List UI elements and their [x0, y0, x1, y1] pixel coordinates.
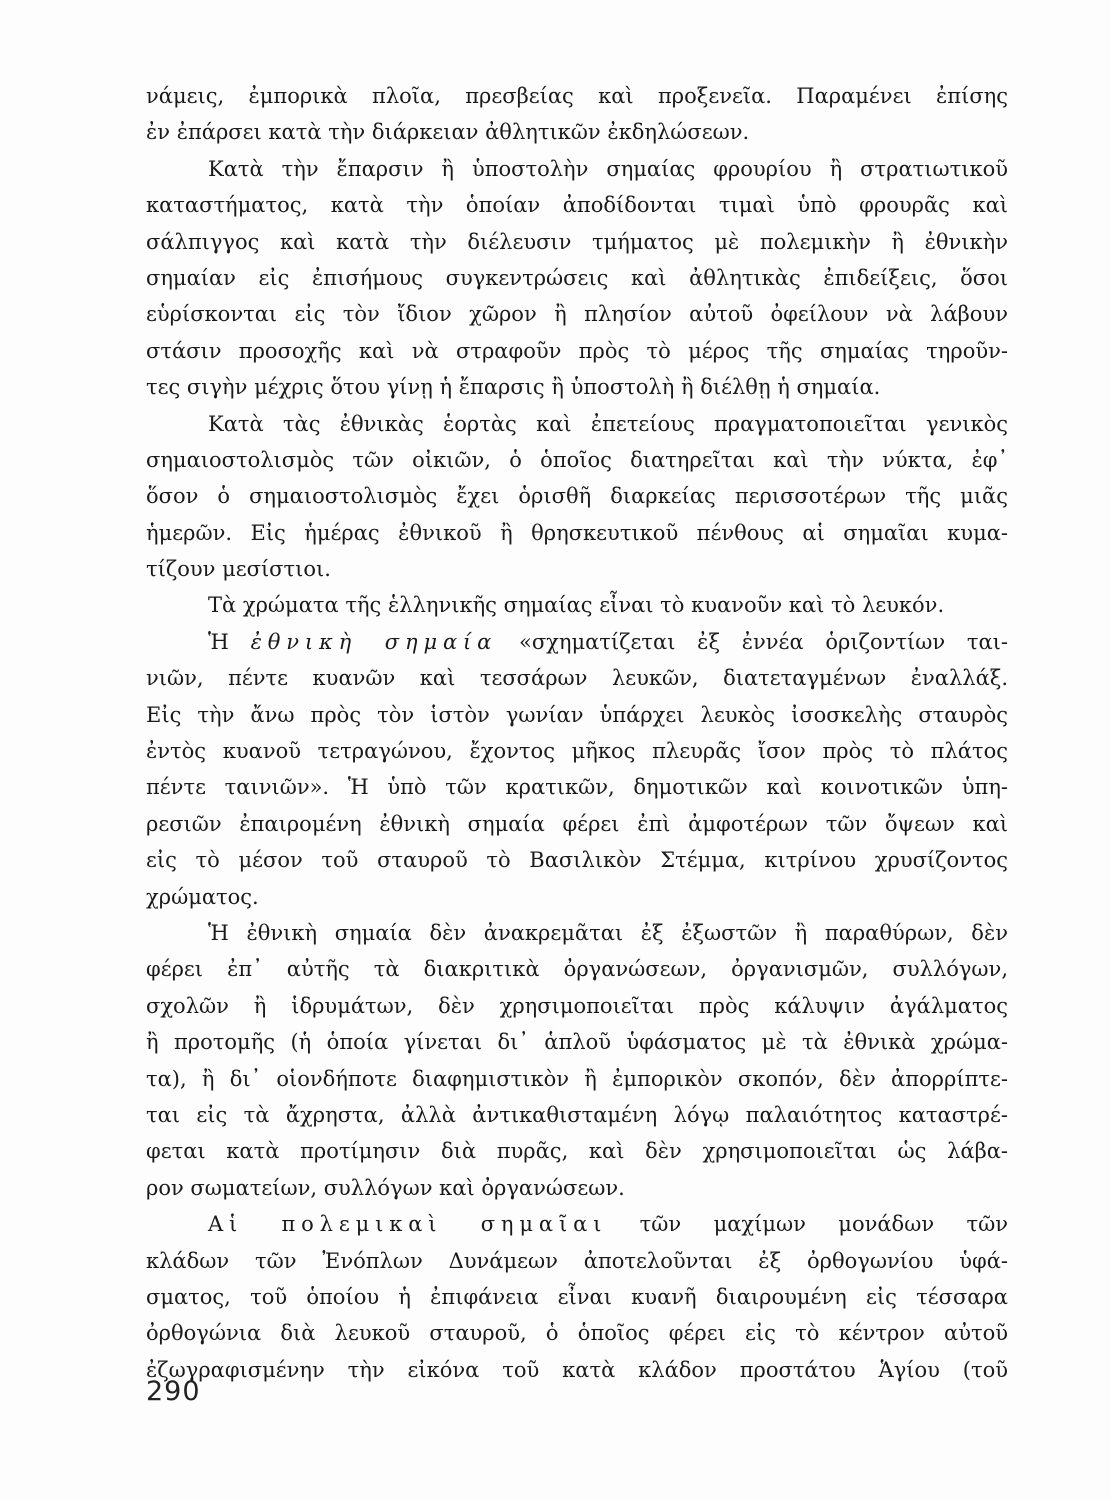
text-line: σημαιοστολισμὸς τῶν οἰκιῶν, ὁ ὁποῖος διατηρεῖται καὶ τὴν νύκτα, ἐφ᾽ — [146, 447, 1008, 472]
line-suffix: «σχηματίζεται ἐξ ἐννέα ὁριζοντίων ται- — [518, 629, 1008, 654]
text-line: χρώματος. — [146, 884, 259, 909]
text-line: Κατὰ τὴν ἔπαρσιν ἢ ὑποστολὴν σημαίας φρουρίου ἢ στρατιωτικοῦ — [208, 156, 1008, 181]
text-line: ὀρθογώνια διὰ λευκοῦ σταυροῦ, ὁ ὁποῖος φέρει εἰς τὸ κέντρον αὐτοῦ — [146, 1321, 1008, 1346]
text-line: σημαίαν εἰς ἐπισήμους συγκεντρώσεις καὶ ἀθλητικὰς ἐπιδείξεις, ὅσοι — [146, 265, 1008, 290]
text-line: τες σιγὴν μέχρις ὅτου γίνῃ ἡ ἔπαρσις ἢ ὑποστολὴ ἢ διέλθῃ ἡ σημαία. — [146, 375, 881, 400]
text-line: στάσιν προσοχῆς καὶ νὰ στραφοῦν πρὸς τὸ μέρος τῆς σημαίας τηροῦν- — [146, 338, 1008, 363]
text-line: ἢ προτομῆς (ἡ ὁποία γίνεται δι᾽ ἁπλοῦ ὑφάσματος μὲ τὰ ἐθνικὰ χρώμα- — [146, 1030, 1008, 1055]
page-number: 290 — [146, 1376, 201, 1407]
text-line: ἐν ἐπάρσει κατὰ τὴν διάρκειαν ἀθλητικῶν ἐκδηλώσεων. — [146, 120, 750, 145]
text-line: νιῶν, πέντε κυανῶν καὶ τεσσάρων λευκῶν, διατεταγμένων ἐναλλάξ. — [146, 666, 1008, 691]
text-line — [146, 624, 1008, 660]
text-line: νάμεις, ἐμπορικὰ πλοῖα, πρεσβείας καὶ προξενεῖα. Παραμένει ἐπίσης — [146, 84, 1008, 108]
text-line: εὑρίσκονται εἰς τὸν ἴδιον χῶρον ἢ πλησίον αὐτοῦ ὀφείλουν νὰ λάβουν — [146, 302, 1008, 327]
text-line: κλάδων τῶν Ἐνόπλων Δυνάμεων ἀποτελοῦνται ἐξ ὀρθογωνίου ὑφά- — [146, 1248, 1008, 1273]
text-line: εἰς τὸ μέσον τοῦ σταυροῦ τὸ Βασιλικὸν Στέμμα, κιτρίνου χρυσίζοντος — [146, 848, 1008, 873]
text-line: σάλπιγγος καὶ κατὰ τὴν διέλευσιν τμήματος μὲ πολεμικὴν ἢ ἐθνικὴν — [146, 229, 1008, 254]
text-line: τα), ἢ δι᾽ οἱονδήποτε διαφημιστικὸν ἢ ἐμπορικὸν σκοπόν, δὲν ἀπορρίπτε- — [146, 1066, 1008, 1091]
text-line: ρον σωματείων, συλλόγων καὶ ὀργανώσεων. — [146, 1175, 625, 1200]
text-line: φεται κατὰ προτίμησιν διὰ πυρᾶς, καὶ δὲν χρησιμοποιεῖται ὡς λάβα- — [146, 1139, 1008, 1164]
text-line: Εἰς τὴν ἄνω πρὸς τὸν ἱστὸν γωνίαν ὑπάρχει λευκὸς ἰσοσκελὴς σταυρὸς — [146, 702, 1008, 727]
spaced-emphasis: ἐθνικὴ σημαία — [250, 629, 498, 654]
text-line: ἐζωγραφισμένην τὴν εἰκόνα τοῦ κατὰ κλάδον προστάτου Ἁγίου (τοῦ — [146, 1357, 1008, 1382]
line-suffix: τῶν μαχίμων μονάδων τῶν — [639, 1212, 1008, 1237]
text-line: τίζουν μεσίστιοι. — [146, 557, 331, 582]
text-line: σματος, τοῦ ὁποίου ἡ ἐπιφάνεια εἶναι κυανῆ διαιρουμένη εἰς τέσσαρα — [146, 1284, 1008, 1309]
text-line: ἡμερῶν. Εἰς ἡμέρας ἐθνικοῦ ἢ θρησκευτικοῦ πένθους αἱ σημαῖαι κυμα- — [146, 520, 1008, 545]
text-line: Κατὰ τὰς ἐθνικὰς ἑορτὰς καὶ ἐπετείους πραγματοποιεῖται γενικὸς — [208, 411, 1008, 436]
body-text — [146, 78, 1008, 1388]
text-line: καταστήματος, κατὰ τὴν ὁποίαν ἀποδίδονται τιμαὶ ὑπὸ φρουρᾶς καὶ — [146, 193, 1008, 218]
text-line: Ἡ ἐθνικὴ σημαία δὲν ἀνακρεμᾶται ἐξ ἐξωστῶν ἢ παραθύρων, δὲν — [208, 920, 1008, 945]
line-prefix: Ἡ — [208, 629, 229, 654]
text-line: πέντε ταινιῶν». Ἡ ὑπὸ τῶν κρατικῶν, δημοτικῶν καὶ κοινοτικῶν ὑπη- — [146, 775, 1008, 800]
text-line: ρεσιῶν ἐπαιρομένη ἐθνικὴ σημαία φέρει ἐπὶ ἀμφοτέρων τῶν ὄψεων καὶ — [146, 811, 1008, 836]
text-line: ἐντὸς κυανοῦ τετραγώνου, ἔχοντος μῆκος πλευρᾶς ἴσον πρὸς τὸ πλάτος — [146, 739, 1008, 764]
text-line: φέρει ἐπ᾽ αὐτῆς τὰ διακριτικὰ ὀργανώσεων, ὀργανισμῶν, συλλόγων, — [146, 957, 1008, 982]
text-line: ὅσον ὁ σημαιοστολισμὸς ἔχει ὁρισθῆ διαρκείας περισσοτέρων τῆς μιᾶς — [146, 484, 1008, 509]
spaced-emphasis: Αἱ πολεμικαὶ σημαῖαι — [208, 1212, 608, 1237]
text-line — [146, 1206, 1008, 1242]
text-line: ται εἰς τὰ ἄχρηστα, ἀλλὰ ἀντικαθισταμένη λόγῳ παλαιότητος καταστρέ- — [146, 1102, 1008, 1127]
text-line: Τὰ χρώματα τῆς ἑλληνικῆς σημαίας εἶναι τὸ κυανοῦν καὶ τὸ λευκόν. — [208, 593, 945, 618]
text-line: σχολῶν ἢ ἱδρυμάτων, δὲν χρησιμοποιεῖται πρὸς κάλυψιν ἀγάλματος — [146, 993, 1008, 1018]
